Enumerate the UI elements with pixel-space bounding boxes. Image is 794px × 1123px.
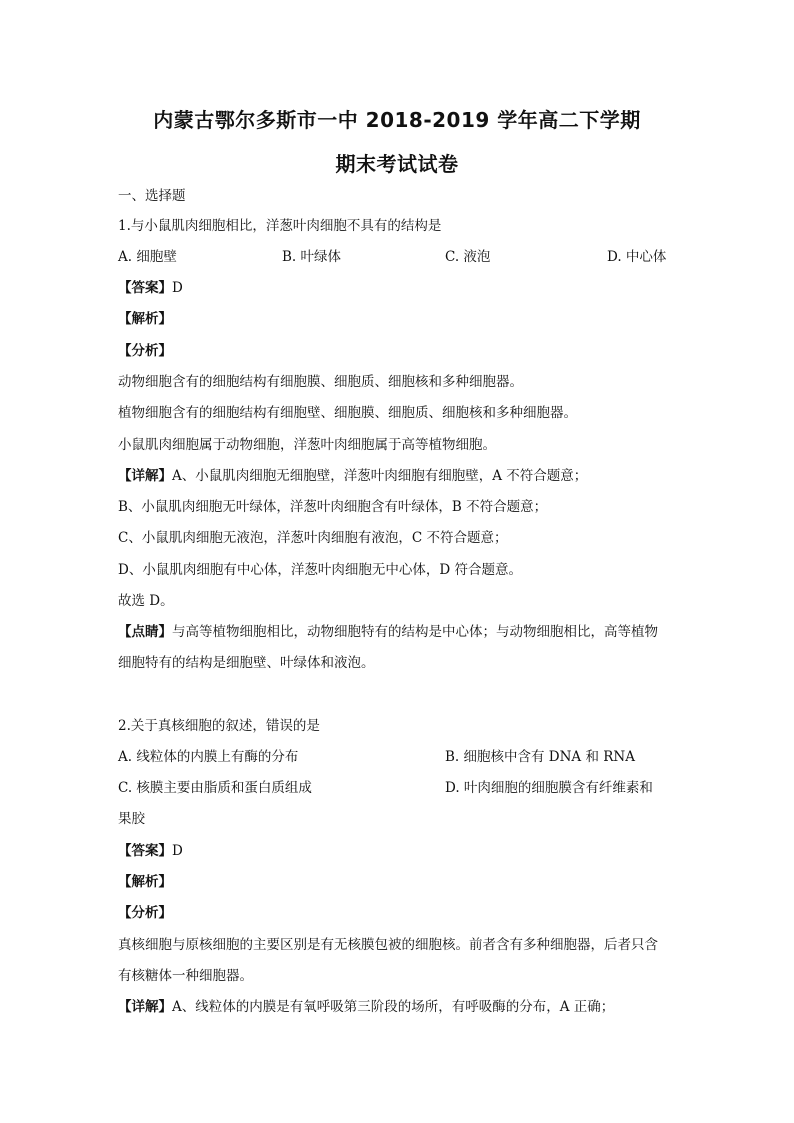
q1-option-c: C. 液泡	[445, 249, 491, 265]
q1-answer-value: D	[172, 280, 183, 296]
q1-point	[118, 622, 688, 642]
q1-option-b: B. 叶绿体	[282, 249, 342, 265]
q1-point-first: 与高等植物细胞相比，动物细胞特有的结构是中心体；与动物细胞相比，高等植物	[172, 624, 658, 640]
q1-fenxi-line: 小鼠肌肉细胞属于动物细胞，洋葱叶肉细胞属于高等植物细胞。	[118, 437, 496, 453]
q1-fenxi-tag: 【分析】	[118, 343, 172, 359]
q1-detail-first: A、小鼠肌肉细胞无细胞壁，洋葱叶肉细胞有细胞壁，A 不符合题意；	[172, 468, 588, 484]
q1-answer-tag: 【答案】	[118, 280, 172, 296]
q2-option-d-cont: 果胶	[118, 811, 145, 827]
q1-detail-line: D、小鼠肌肉细胞有中心体，洋葱叶肉细胞无中心体，D 符合题意。	[118, 562, 522, 578]
q2-detail	[118, 997, 688, 1017]
document-title-line2: 期末考试试卷	[335, 152, 459, 176]
document-title-line1: 内蒙古鄂尔多斯市一中 2018-2019 学年高二下学期	[153, 108, 641, 132]
q2-answer-tag: 【答案】	[118, 843, 172, 859]
q1-point-second: 细胞特有的结构是细胞壁、叶绿体和液泡。	[118, 655, 375, 671]
q1-fenxi-line: 动物细胞含有的细胞结构有细胞膜、细胞质、细胞核和多种细胞器。	[118, 374, 523, 390]
q2-option-b: B. 细胞核中含有 DNA 和 RNA	[445, 749, 635, 765]
q1-detail-line: 故选 D。	[118, 593, 174, 609]
q2-stem: 2.关于真核细胞的叙述，错误的是	[118, 718, 320, 734]
q2-detail-tag: 【详解】	[118, 999, 172, 1015]
q2-analysis-tag: 【解析】	[118, 874, 172, 890]
q2-detail-first: A、线粒体的内膜是有氧呼吸第三阶段的场所，有呼吸酶的分布，A 正确；	[172, 999, 615, 1015]
q1-detail-line: B、小鼠肌肉细胞无叶绿体，洋葱叶肉细胞含有叶绿体，B 不符合题意；	[118, 499, 548, 515]
section-heading: 一、选择题	[118, 188, 186, 204]
q1-option-a: A. 细胞壁	[118, 249, 177, 265]
q1-detail	[118, 466, 688, 486]
q1-detail-line: C、小鼠肌肉细胞无液泡，洋葱叶肉细胞有液泡，C 不符合题意；	[118, 530, 508, 546]
q1-answer	[118, 278, 688, 298]
q2-fenxi-line: 真核细胞与原核细胞的主要区别是有无核膜包被的细胞核。前者含有多种细胞器，后者只含	[118, 937, 658, 953]
q1-fenxi-line: 植物细胞含有的细胞结构有细胞壁、细胞膜、细胞质、细胞核和多种细胞器。	[118, 405, 577, 421]
q2-answer-value: D	[172, 843, 183, 859]
q2-fenxi-tag: 【分析】	[118, 905, 172, 921]
q2-answer	[118, 841, 688, 861]
q1-detail-tag: 【详解】	[118, 468, 172, 484]
q2-option-a: A. 线粒体的内膜上有酶的分布	[118, 749, 299, 765]
q2-fenxi-line: 有核糖体一种细胞器。	[118, 968, 253, 984]
q1-point-tag: 【点睛】	[118, 624, 172, 640]
q1-stem: 1.与小鼠肌肉细胞相比，洋葱叶肉细胞不具有的结构是	[118, 218, 442, 234]
q2-option-d: D. 叶肉细胞的细胞膜含有纤维素和	[445, 780, 653, 796]
q1-option-d: D. 中心体	[607, 249, 667, 265]
q2-option-c: C. 核膜主要由脂质和蛋白质组成	[118, 780, 312, 796]
q1-analysis-tag: 【解析】	[118, 311, 172, 327]
